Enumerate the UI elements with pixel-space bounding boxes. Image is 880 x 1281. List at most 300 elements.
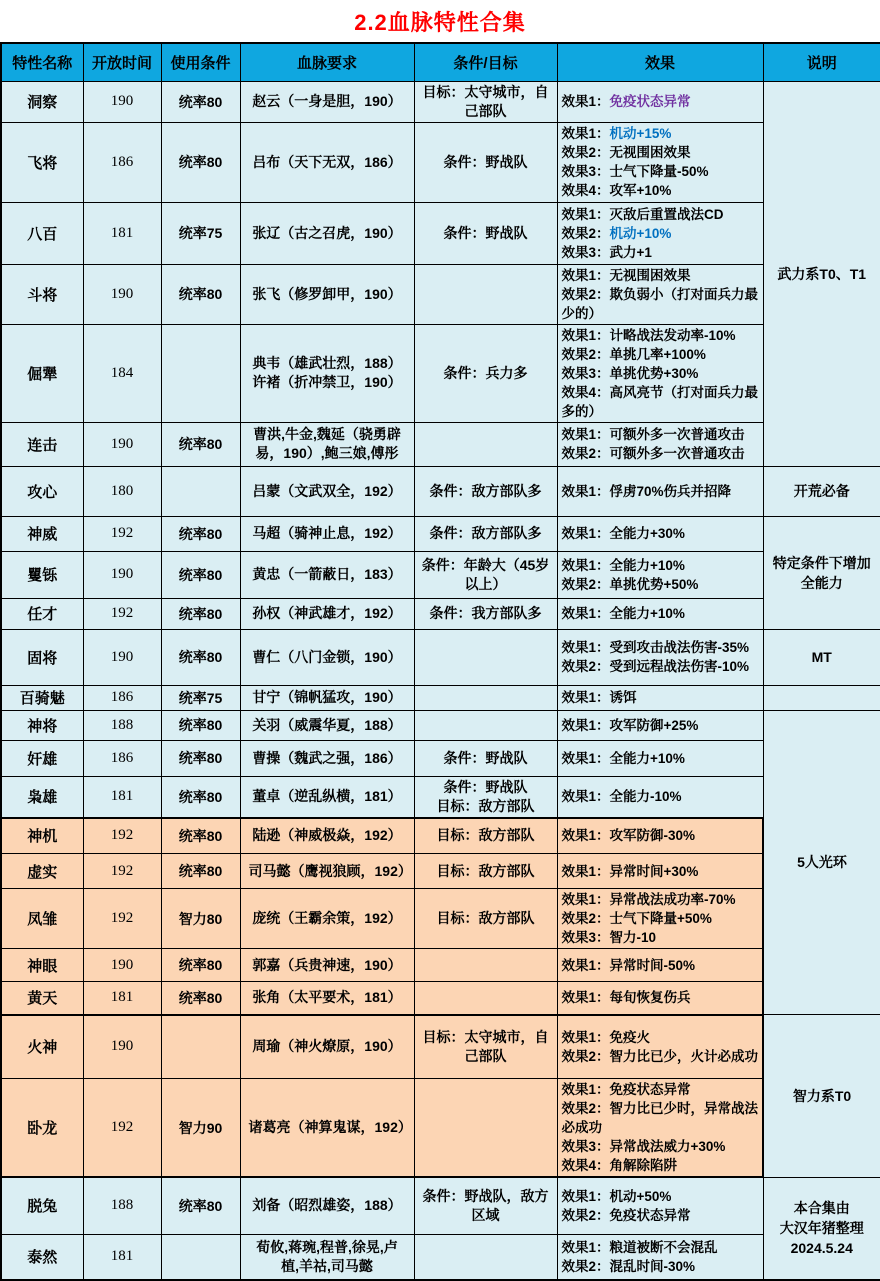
effect-value: 异常时间-50% bbox=[609, 957, 696, 973]
note-cell: 开荒必备 bbox=[763, 466, 880, 516]
effect-label: 效果1： bbox=[561, 327, 610, 343]
effect-label: 效果1： bbox=[561, 1188, 610, 1204]
effect-label: 效果1： bbox=[561, 640, 610, 655]
bloodline-requirement-cell: 曹操（魏武之强，186） bbox=[240, 740, 414, 776]
open-time-cell: 186 bbox=[83, 740, 161, 776]
effects-cell bbox=[557, 854, 763, 889]
col-header-condition-target: 条件/目标 bbox=[414, 43, 557, 81]
col-header-effects: 效果 bbox=[557, 43, 763, 81]
trait-row bbox=[1, 1079, 880, 1178]
effect-value: 全能力-10% bbox=[609, 789, 682, 804]
bloodline-requirement-cell: 司马懿（鹰视狼顾，192） bbox=[240, 854, 414, 889]
bloodline-requirement-cell: 陆逊（神威极焱，192） bbox=[240, 818, 414, 854]
trait-name-cell: 八百 bbox=[1, 202, 83, 264]
use-condition-cell: 统率80 bbox=[161, 776, 240, 818]
condition-target-cell: 目标：太守城市，自己部队 bbox=[414, 1015, 557, 1079]
effects-cell bbox=[557, 889, 763, 949]
effect-line bbox=[562, 1257, 759, 1276]
effect-label: 效果2： bbox=[561, 346, 610, 362]
condition-target-cell bbox=[414, 264, 557, 324]
use-condition-cell: 统率80 bbox=[161, 740, 240, 776]
note-cell bbox=[763, 685, 880, 710]
open-time-cell: 181 bbox=[83, 776, 161, 818]
effects-cell bbox=[557, 949, 763, 982]
bloodline-requirement-cell: 黄忠（一箭蔽日，183） bbox=[240, 551, 414, 598]
use-condition-cell: 统率80 bbox=[161, 516, 240, 551]
effect-value: 角解除陷阱 bbox=[609, 1158, 678, 1173]
effect-line bbox=[562, 1099, 759, 1137]
bloodline-requirement-cell: 张飞（修罗卸甲，190） bbox=[240, 264, 414, 324]
trait-row bbox=[1, 740, 880, 776]
effect-label: 效果3： bbox=[561, 930, 610, 945]
effect-line bbox=[562, 124, 759, 143]
effect-line bbox=[562, 716, 759, 735]
effect-line bbox=[562, 181, 759, 200]
effect-value: 士气下降量+50% bbox=[609, 911, 712, 926]
effect-value: 异常战法成功率-70% bbox=[609, 892, 736, 907]
open-time-cell: 181 bbox=[83, 1234, 161, 1280]
trait-name-cell: 洞察 bbox=[1, 81, 83, 122]
effect-line bbox=[562, 383, 759, 421]
effect-line bbox=[562, 1137, 759, 1156]
use-condition-cell: 统率80 bbox=[161, 949, 240, 982]
trait-row bbox=[1, 122, 880, 202]
use-condition-cell: 统率75 bbox=[161, 202, 240, 264]
note-cell: 5人光环 bbox=[763, 710, 880, 1015]
effect-line bbox=[562, 285, 759, 323]
effects-cell bbox=[557, 982, 763, 1015]
trait-name-cell: 脱兔 bbox=[1, 1177, 83, 1234]
effect-line bbox=[562, 1206, 759, 1225]
effect-line bbox=[562, 266, 759, 285]
effect-value: 全能力+10% bbox=[609, 557, 685, 573]
col-header-use-condition: 使用条件 bbox=[161, 43, 240, 81]
effects-cell bbox=[557, 122, 763, 202]
trait-name-cell: 飞将 bbox=[1, 122, 83, 202]
use-condition-cell bbox=[161, 324, 240, 422]
open-time-cell: 190 bbox=[83, 551, 161, 598]
trait-row bbox=[1, 685, 880, 710]
condition-target-cell bbox=[414, 949, 557, 982]
effect-value: 灭敌后重置战法CD bbox=[609, 206, 724, 222]
trait-name-cell: 虚实 bbox=[1, 854, 83, 889]
trait-name-cell: 卧龙 bbox=[1, 1079, 83, 1178]
trait-name-cell: 斗将 bbox=[1, 264, 83, 324]
note-cell: MT bbox=[763, 629, 880, 685]
trait-row bbox=[1, 776, 880, 818]
bloodline-requirement-cell: 关羽（威震华夏，188） bbox=[240, 710, 414, 740]
effect-value: 受到攻击战法伤害-35% bbox=[609, 640, 750, 655]
trait-name-cell: 百骑魅 bbox=[1, 685, 83, 710]
effect-line bbox=[562, 1156, 759, 1175]
effect-label: 效果1： bbox=[561, 789, 610, 804]
col-header-open-time: 开放时间 bbox=[83, 43, 161, 81]
effect-value: 免疫状态异常 bbox=[609, 94, 691, 109]
effect-label: 效果1： bbox=[561, 94, 610, 109]
condition-target-cell bbox=[414, 629, 557, 685]
effect-value: 无视围困效果 bbox=[609, 145, 691, 160]
note-cell: 特定条件下增加 全能力 bbox=[763, 516, 880, 629]
effect-label: 效果1： bbox=[561, 892, 610, 907]
effect-label: 效果1： bbox=[561, 1029, 610, 1045]
effect-line bbox=[562, 909, 759, 928]
open-time-cell: 192 bbox=[83, 889, 161, 949]
effect-label: 效果1： bbox=[561, 863, 610, 879]
trait-row bbox=[1, 264, 880, 324]
open-time-cell: 181 bbox=[83, 202, 161, 264]
note-cell: 武力系T0、T1 bbox=[763, 81, 880, 466]
effect-label: 效果2： bbox=[561, 576, 610, 592]
effects-cell bbox=[557, 710, 763, 740]
effect-label: 效果1： bbox=[561, 427, 610, 442]
bloodline-requirement-cell: 周瑜（神火燎原，190） bbox=[240, 1015, 414, 1079]
effect-line bbox=[562, 956, 759, 975]
trait-name-cell: 奸雄 bbox=[1, 740, 83, 776]
trait-row bbox=[1, 710, 880, 740]
use-condition-cell: 统率80 bbox=[161, 598, 240, 629]
trait-row bbox=[1, 466, 880, 516]
condition-target-cell: 目标：敌方部队 bbox=[414, 854, 557, 889]
effect-line bbox=[562, 1187, 759, 1206]
col-header-trait-name: 特性名称 bbox=[1, 43, 83, 81]
bloodline-requirement-cell: 张辽（古之召虎，190） bbox=[240, 202, 414, 264]
effects-cell bbox=[557, 598, 763, 629]
effect-value: 欺负弱小（打对面兵力最少的） bbox=[561, 286, 759, 321]
effect-value: 异常战法威力+30% bbox=[609, 1139, 726, 1154]
use-condition-cell: 统率80 bbox=[161, 710, 240, 740]
bloodline-requirement-cell: 赵云（一身是胆，190） bbox=[240, 81, 414, 122]
open-time-cell: 192 bbox=[83, 598, 161, 629]
trait-row bbox=[1, 598, 880, 629]
effect-value: 可额外多一次普通攻击 bbox=[609, 427, 745, 442]
effect-line bbox=[562, 890, 759, 909]
trait-row bbox=[1, 81, 880, 122]
effect-value: 机动+50% bbox=[609, 1188, 672, 1204]
col-header-notes: 说明 bbox=[763, 43, 880, 81]
effect-label: 效果1： bbox=[561, 828, 610, 844]
effect-label: 效果1： bbox=[561, 957, 610, 973]
effect-label: 效果3： bbox=[561, 164, 610, 179]
effect-value: 混乱时间-30% bbox=[609, 1258, 696, 1274]
effect-label: 效果1： bbox=[561, 267, 610, 283]
effect-line bbox=[562, 1047, 759, 1066]
trait-name-cell: 神眼 bbox=[1, 949, 83, 982]
open-time-cell: 192 bbox=[83, 854, 161, 889]
trait-row bbox=[1, 516, 880, 551]
use-condition-cell: 统率80 bbox=[161, 629, 240, 685]
effects-cell bbox=[557, 81, 763, 122]
effects-cell bbox=[557, 685, 763, 710]
trait-name-cell: 神将 bbox=[1, 710, 83, 740]
effect-line bbox=[562, 749, 759, 768]
effect-value: 单挑优势+50% bbox=[609, 576, 699, 592]
use-condition-cell: 统率80 bbox=[161, 81, 240, 122]
trait-name-cell: 火神 bbox=[1, 1015, 83, 1079]
effect-label: 效果2： bbox=[561, 1258, 610, 1274]
trait-row bbox=[1, 1234, 880, 1280]
col-header-bloodline-requirement: 血脉要求 bbox=[240, 43, 414, 81]
use-condition-cell: 统率80 bbox=[161, 122, 240, 202]
open-time-cell: 186 bbox=[83, 685, 161, 710]
trait-name-cell: 凤雏 bbox=[1, 889, 83, 949]
effect-value: 高风亮节（打对面兵力最多的） bbox=[561, 384, 759, 419]
condition-target-cell bbox=[414, 710, 557, 740]
effects-cell bbox=[557, 202, 763, 264]
traits-table bbox=[0, 42, 880, 1281]
condition-target-cell: 目标：敌方部队 bbox=[414, 818, 557, 854]
effect-value: 计略战法发动率-10% bbox=[609, 327, 736, 343]
effect-line bbox=[562, 604, 759, 623]
effect-value: 攻军+10% bbox=[609, 183, 672, 198]
effect-value: 可额外多一次普通攻击 bbox=[609, 446, 745, 461]
effect-label: 效果1： bbox=[561, 483, 610, 499]
use-condition-cell: 统率75 bbox=[161, 685, 240, 710]
effect-value: 免疫火 bbox=[609, 1029, 651, 1045]
effect-label: 效果1： bbox=[561, 557, 610, 573]
effect-value: 俘虏70%伤兵并招降 bbox=[609, 483, 732, 499]
trait-name-cell: 倔犟 bbox=[1, 324, 83, 422]
bloodline-requirement-cell: 荀攸,蒋琬,程普,徐晃,卢植,羊祜,司马懿 bbox=[240, 1234, 414, 1280]
effect-value: 受到远程战法伤害-10% bbox=[609, 659, 750, 674]
effects-cell bbox=[557, 776, 763, 818]
use-condition-cell bbox=[161, 466, 240, 516]
effect-label: 效果1： bbox=[561, 606, 610, 621]
bloodline-requirement-cell: 典韦（雄武壮烈，188） 许褚（折冲禁卫，190） bbox=[240, 324, 414, 422]
trait-row bbox=[1, 551, 880, 598]
effect-label: 效果1： bbox=[561, 750, 610, 766]
bloodline-requirement-cell: 曹洪,牛金,魏延（骁勇辟易，190）,鲍三娘,傅彤 bbox=[240, 422, 414, 466]
use-condition-cell: 统率80 bbox=[161, 264, 240, 324]
bloodline-requirement-cell: 吕蒙（文武双全，192） bbox=[240, 466, 414, 516]
trait-row bbox=[1, 422, 880, 466]
condition-target-cell bbox=[414, 1234, 557, 1280]
effect-line bbox=[562, 326, 759, 345]
effect-line bbox=[562, 205, 759, 224]
effect-label: 效果1： bbox=[561, 206, 610, 222]
effect-line bbox=[562, 575, 759, 594]
effect-label: 效果2： bbox=[561, 145, 610, 160]
effects-cell bbox=[557, 551, 763, 598]
condition-target-cell: 目标：太守城市，自己部队 bbox=[414, 81, 557, 122]
note-cell: 本合集由 大汉年猪整理 2024.5.24 bbox=[763, 1177, 880, 1280]
bloodline-requirement-cell: 吕布（天下无双，186） bbox=[240, 122, 414, 202]
effect-line bbox=[562, 1080, 759, 1099]
effect-value: 异常时间+30% bbox=[609, 863, 699, 879]
effect-label: 效果2： bbox=[561, 1207, 610, 1223]
effect-label: 效果2： bbox=[561, 1048, 610, 1064]
effect-line bbox=[562, 556, 759, 575]
effect-label: 效果1： bbox=[561, 1082, 610, 1097]
bloodline-requirement-cell: 刘备（昭烈雄姿，188） bbox=[240, 1177, 414, 1234]
effects-cell bbox=[557, 264, 763, 324]
condition-target-cell: 条件：敌方部队多 bbox=[414, 516, 557, 551]
effects-cell bbox=[557, 818, 763, 854]
effect-line bbox=[562, 638, 759, 657]
open-time-cell: 192 bbox=[83, 1079, 161, 1178]
condition-target-cell bbox=[414, 982, 557, 1015]
effect-line bbox=[562, 862, 759, 881]
effect-label: 效果2： bbox=[561, 911, 610, 926]
effects-cell bbox=[557, 1015, 763, 1079]
trait-row bbox=[1, 202, 880, 264]
effect-label: 效果2： bbox=[561, 225, 610, 241]
effect-label: 效果3： bbox=[561, 365, 610, 381]
effect-line bbox=[562, 92, 759, 111]
trait-name-cell: 黄天 bbox=[1, 982, 83, 1015]
trait-name-cell: 连击 bbox=[1, 422, 83, 466]
use-condition-cell: 统率80 bbox=[161, 854, 240, 889]
header-row bbox=[1, 43, 880, 81]
trait-name-cell: 任才 bbox=[1, 598, 83, 629]
bloodline-requirement-cell: 孙权（神武雄才，192） bbox=[240, 598, 414, 629]
condition-target-cell: 条件：年龄大（45岁以上） bbox=[414, 551, 557, 598]
bloodline-requirement-cell: 张角（太平要术，181） bbox=[240, 982, 414, 1015]
effect-value: 机动+15% bbox=[609, 126, 672, 141]
condition-target-cell bbox=[414, 1079, 557, 1178]
effect-label: 效果1： bbox=[561, 717, 610, 733]
effect-label: 效果1： bbox=[561, 1239, 610, 1255]
bloodline-requirement-cell: 曹仁（八门金锁，190） bbox=[240, 629, 414, 685]
effect-value: 全能力+30% bbox=[609, 526, 685, 541]
effect-line bbox=[562, 524, 759, 543]
effect-value: 智力-10 bbox=[609, 930, 657, 945]
note-cell: 智力系T0 bbox=[763, 1015, 880, 1178]
effect-label: 效果4： bbox=[561, 384, 610, 400]
effect-line bbox=[562, 482, 759, 501]
trait-row bbox=[1, 1177, 880, 1234]
open-time-cell: 192 bbox=[83, 516, 161, 551]
use-condition-cell: 智力80 bbox=[161, 889, 240, 949]
condition-target-cell: 条件：我方部队多 bbox=[414, 598, 557, 629]
effect-line bbox=[562, 1028, 759, 1047]
trait-name-cell: 枭雄 bbox=[1, 776, 83, 818]
effect-value: 免疫状态异常 bbox=[609, 1207, 691, 1223]
condition-target-cell: 条件：野战队 bbox=[414, 740, 557, 776]
effect-value: 智力比已少，火计必成功 bbox=[609, 1048, 759, 1064]
use-condition-cell: 统率80 bbox=[161, 422, 240, 466]
effects-cell bbox=[557, 1234, 763, 1280]
bloodline-requirement-cell: 马超（骑神止息，192） bbox=[240, 516, 414, 551]
trait-row bbox=[1, 629, 880, 685]
use-condition-cell: 统率80 bbox=[161, 818, 240, 854]
effects-cell bbox=[557, 1177, 763, 1234]
trait-row bbox=[1, 854, 880, 889]
effect-value: 单挑优势+30% bbox=[609, 365, 699, 381]
effect-label: 效果1： bbox=[561, 690, 610, 705]
effect-line bbox=[562, 1238, 759, 1257]
effect-line bbox=[562, 143, 759, 162]
effect-line bbox=[562, 345, 759, 364]
open-time-cell: 190 bbox=[83, 949, 161, 982]
trait-row bbox=[1, 818, 880, 854]
effect-label: 效果2： bbox=[561, 446, 610, 461]
use-condition-cell: 统率80 bbox=[161, 982, 240, 1015]
effect-label: 效果3： bbox=[561, 244, 610, 260]
trait-name-cell: 攻心 bbox=[1, 466, 83, 516]
effect-label: 效果1： bbox=[561, 126, 610, 141]
trait-name-cell: 固将 bbox=[1, 629, 83, 685]
effect-value: 全能力+10% bbox=[609, 750, 685, 766]
bloodline-requirement-cell: 庞统（王霸余策，192） bbox=[240, 889, 414, 949]
effect-line bbox=[562, 364, 759, 383]
effect-line bbox=[562, 928, 759, 947]
effect-label: 效果1： bbox=[561, 990, 610, 1006]
bloodline-requirement-cell: 诸葛亮（神算鬼谋，192） bbox=[240, 1079, 414, 1178]
open-time-cell: 190 bbox=[83, 264, 161, 324]
effect-value: 全能力+10% bbox=[609, 606, 685, 621]
open-time-cell: 190 bbox=[83, 81, 161, 122]
effects-cell bbox=[557, 422, 763, 466]
use-condition-cell: 智力90 bbox=[161, 1079, 240, 1178]
condition-target-cell bbox=[414, 422, 557, 466]
open-time-cell: 190 bbox=[83, 422, 161, 466]
trait-name-cell: 泰然 bbox=[1, 1234, 83, 1280]
trait-row bbox=[1, 949, 880, 982]
bloodline-requirement-cell: 董卓（逆乱纵横，181） bbox=[240, 776, 414, 818]
effects-cell bbox=[557, 740, 763, 776]
effect-value: 智力比已少时，异常战法必成功 bbox=[561, 1101, 759, 1135]
trait-row bbox=[1, 982, 880, 1015]
page-title: 2.2血脉特性合集 bbox=[354, 9, 526, 35]
effect-value: 攻军防御-30% bbox=[609, 828, 696, 844]
use-condition-cell: 统率80 bbox=[161, 551, 240, 598]
effect-line bbox=[562, 787, 759, 806]
effect-line bbox=[562, 826, 759, 845]
effect-value: 粮道被断不会混乱 bbox=[609, 1239, 718, 1255]
effect-value: 诱饵 bbox=[609, 690, 637, 705]
table-body bbox=[1, 81, 880, 1280]
effect-value: 机动+10% bbox=[609, 225, 672, 241]
effect-label: 效果2： bbox=[561, 659, 610, 674]
use-condition-cell: 统率80 bbox=[161, 1177, 240, 1234]
trait-row bbox=[1, 1015, 880, 1079]
condition-target-cell: 条件：敌方部队多 bbox=[414, 466, 557, 516]
condition-target-cell: 条件：野战队 目标：敌方部队 bbox=[414, 776, 557, 818]
condition-target-cell bbox=[414, 685, 557, 710]
effect-line bbox=[562, 425, 759, 444]
open-time-cell: 190 bbox=[83, 1015, 161, 1079]
bloodline-requirement-cell: 郭嘉（兵贵神速，190） bbox=[240, 949, 414, 982]
effects-cell bbox=[557, 324, 763, 422]
effects-cell bbox=[557, 466, 763, 516]
effects-cell bbox=[557, 1079, 763, 1178]
effect-value: 武力+1 bbox=[609, 244, 652, 260]
condition-target-cell: 条件：野战队 bbox=[414, 202, 557, 264]
open-time-cell: 180 bbox=[83, 466, 161, 516]
trait-name-cell: 神威 bbox=[1, 516, 83, 551]
effects-cell bbox=[557, 629, 763, 685]
open-time-cell: 190 bbox=[83, 629, 161, 685]
effect-line bbox=[562, 243, 759, 262]
effect-value: 士气下降量-50% bbox=[609, 164, 709, 179]
effect-line bbox=[562, 162, 759, 181]
effect-label: 效果4： bbox=[561, 183, 610, 198]
effect-label: 效果1： bbox=[561, 526, 610, 541]
effect-label: 效果2： bbox=[561, 286, 610, 302]
condition-target-cell: 条件：野战队 bbox=[414, 122, 557, 202]
open-time-cell: 188 bbox=[83, 710, 161, 740]
effect-label: 效果2： bbox=[561, 1101, 610, 1116]
effects-cell bbox=[557, 516, 763, 551]
effect-label: 效果3： bbox=[561, 1139, 610, 1154]
trait-row bbox=[1, 324, 880, 422]
effect-line bbox=[562, 688, 759, 707]
trait-name-cell: 神机 bbox=[1, 818, 83, 854]
open-time-cell: 186 bbox=[83, 122, 161, 202]
effect-line bbox=[562, 657, 759, 676]
condition-target-cell: 目标：敌方部队 bbox=[414, 889, 557, 949]
trait-row bbox=[1, 889, 880, 949]
